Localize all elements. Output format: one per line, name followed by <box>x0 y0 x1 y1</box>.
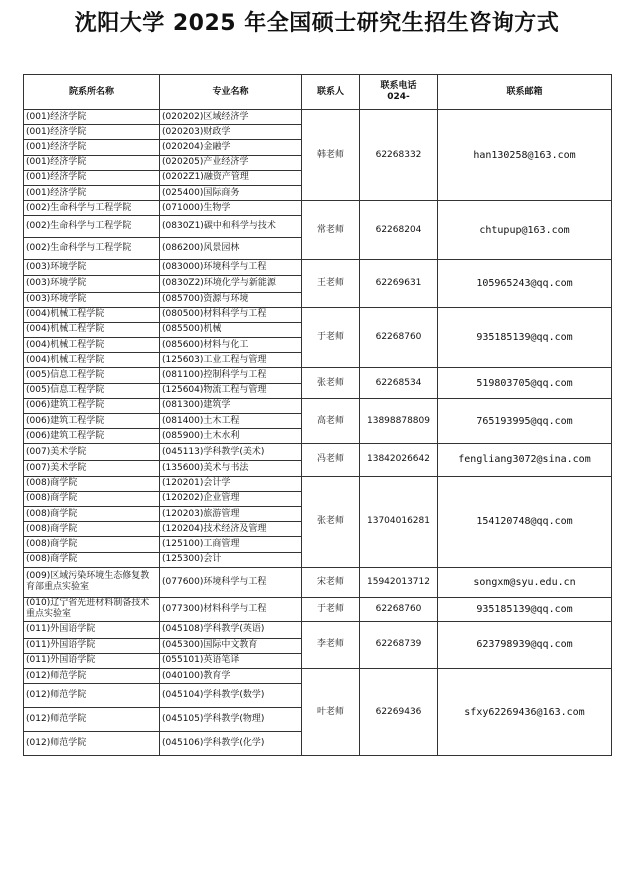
email-cell[interactable]: 623798939@qq.com <box>438 621 612 668</box>
table-row <box>24 476 612 491</box>
major-cell: (120202)企业管理 <box>160 491 302 506</box>
major-cell: (045105)学科教学(物理) <box>160 708 302 732</box>
school-cell: (004)机械工程学院 <box>24 338 160 353</box>
phone-cell: 13704016281 <box>360 476 438 567</box>
school-cell: (002)生命科学与工程学院 <box>24 216 160 238</box>
phone-cell: 13842026642 <box>360 444 438 476</box>
school-cell: (003)环境学院 <box>24 260 160 275</box>
major-cell: (125300)会计 <box>160 552 302 567</box>
major-cell: (125100)工商管理 <box>160 537 302 552</box>
major-cell: (081100)控制科学与工程 <box>160 368 302 383</box>
table-body <box>24 110 612 756</box>
school-cell: (003)环境学院 <box>24 275 160 292</box>
major-cell: (055101)英语笔译 <box>160 653 302 668</box>
school-cell: (008)商学院 <box>24 537 160 552</box>
school-cell: (001)经济学院 <box>24 125 160 140</box>
school-cell: (008)商学院 <box>24 506 160 521</box>
phone-cell: 62268204 <box>360 201 438 260</box>
contact-cell: 张老师 <box>302 476 360 567</box>
school-cell: (012)师范学院 <box>24 684 160 708</box>
header-major: 专业名称 <box>160 75 302 110</box>
school-cell: (010)辽宁省先进材料制备技术重点实验室 <box>24 597 160 621</box>
contact-cell: 于老师 <box>302 307 360 368</box>
header-phone <box>360 75 438 110</box>
major-cell: (085700)资源与环境 <box>160 292 302 307</box>
school-cell: (011)外国语学院 <box>24 653 160 668</box>
school-cell: (004)机械工程学院 <box>24 307 160 322</box>
contact-table <box>23 74 612 756</box>
header-email: 联系邮箱 <box>438 75 612 110</box>
phone-cell: 62269631 <box>360 260 438 307</box>
major-cell: (0830Z2)环境化学与新能源 <box>160 275 302 292</box>
phone-cell: 62268332 <box>360 110 438 201</box>
major-cell: (080500)材料科学与工程 <box>160 307 302 322</box>
table-row <box>24 444 612 461</box>
email-cell[interactable]: 519803705@qq.com <box>438 368 612 398</box>
major-cell: (085600)材料与化工 <box>160 338 302 353</box>
email-cell[interactable]: sfxy62269436@163.com <box>438 669 612 756</box>
major-cell: (045108)学科教学(英语) <box>160 621 302 638</box>
email-cell[interactable]: 935185139@qq.com <box>438 307 612 368</box>
school-cell: (008)商学院 <box>24 476 160 491</box>
school-cell: (001)经济学院 <box>24 110 160 125</box>
major-cell: (045113)学科教学(美术) <box>160 444 302 461</box>
header-school: 院系所名称 <box>24 75 160 110</box>
major-cell: (120203)旅游管理 <box>160 506 302 521</box>
contact-cell: 宋老师 <box>302 567 360 597</box>
school-cell: (002)生命科学与工程学院 <box>24 238 160 260</box>
school-cell: (012)师范学院 <box>24 708 160 732</box>
header-phone-line2: 024- <box>387 92 410 102</box>
major-cell: (045106)学科教学(化学) <box>160 732 302 756</box>
major-cell: (135600)美术与书法 <box>160 461 302 476</box>
school-cell: (009)区域污染环境生态修复教育部重点实验室 <box>24 567 160 597</box>
table-row <box>24 307 612 322</box>
major-cell: (085500)机械 <box>160 322 302 337</box>
email-cell[interactable]: 105965243@qq.com <box>438 260 612 307</box>
major-cell: (085900)土木水利 <box>160 429 302 444</box>
contact-cell: 韩老师 <box>302 110 360 201</box>
school-cell: (007)美术学院 <box>24 461 160 476</box>
major-cell: (120201)会计学 <box>160 476 302 491</box>
major-cell: (083000)环境科学与工程 <box>160 260 302 275</box>
major-cell: (125603)工业工程与管理 <box>160 353 302 368</box>
school-cell: (006)建筑工程学院 <box>24 398 160 413</box>
school-cell: (002)生命科学与工程学院 <box>24 201 160 216</box>
phone-cell: 13898878809 <box>360 398 438 444</box>
table-row <box>24 260 612 275</box>
major-cell: (071000)生物学 <box>160 201 302 216</box>
school-cell: (011)外国语学院 <box>24 621 160 638</box>
table-row <box>24 368 612 383</box>
major-cell: (120204)技术经济及管理 <box>160 522 302 537</box>
phone-cell: 62268760 <box>360 597 438 621</box>
major-cell: (020203)财政学 <box>160 125 302 140</box>
header-contact: 联系人 <box>302 75 360 110</box>
header-phone-line1: 联系电话 <box>380 81 417 91</box>
school-cell: (008)商学院 <box>24 552 160 567</box>
phone-cell: 62268760 <box>360 307 438 368</box>
school-cell: (005)信息工程学院 <box>24 368 160 383</box>
email-cell[interactable]: han130258@163.com <box>438 110 612 201</box>
major-cell: (020202)区域经济学 <box>160 110 302 125</box>
contact-cell: 冯老师 <box>302 444 360 476</box>
major-cell: (045104)学科教学(数学) <box>160 684 302 708</box>
major-cell: (0202Z1)融资产管理 <box>160 170 302 185</box>
school-cell: (003)环境学院 <box>24 292 160 307</box>
table-row <box>24 669 612 684</box>
contact-cell: 于老师 <box>302 597 360 621</box>
school-cell: (008)商学院 <box>24 522 160 537</box>
contact-cell: 王老师 <box>302 260 360 307</box>
contact-cell: 常老师 <box>302 201 360 260</box>
major-cell: (040100)教育学 <box>160 669 302 684</box>
contact-cell: 李老师 <box>302 621 360 668</box>
table-row <box>24 621 612 638</box>
table-row <box>24 398 612 413</box>
phone-cell: 62268739 <box>360 621 438 668</box>
major-cell: (081400)土木工程 <box>160 414 302 429</box>
table-row <box>24 597 612 621</box>
major-cell: (020205)产业经济学 <box>160 155 302 170</box>
contact-cell: 张老师 <box>302 368 360 398</box>
email-cell[interactable]: 935185139@qq.com <box>438 597 612 621</box>
school-cell: (004)机械工程学院 <box>24 353 160 368</box>
school-cell: (008)商学院 <box>24 491 160 506</box>
email-cell[interactable]: 154120748@qq.com <box>438 476 612 567</box>
school-cell: (001)经济学院 <box>24 170 160 185</box>
major-cell: (045300)国际中文教育 <box>160 638 302 653</box>
phone-cell: 15942013712 <box>360 567 438 597</box>
major-cell: (081300)建筑学 <box>160 398 302 413</box>
email-cell[interactable]: songxm@syu.edu.cn <box>438 567 612 597</box>
school-cell: (007)美术学院 <box>24 444 160 461</box>
school-cell: (012)师范学院 <box>24 669 160 684</box>
table-row <box>24 201 612 216</box>
contact-cell: 高老师 <box>302 398 360 444</box>
email-cell[interactable]: chtupup@163.com <box>438 201 612 260</box>
major-cell: (077600)环境科学与工程 <box>160 567 302 597</box>
school-cell: (005)信息工程学院 <box>24 383 160 398</box>
page-title: 沈阳大学 2025 年全国硕士研究生招生咨询方式 <box>74 11 560 36</box>
school-cell: (001)经济学院 <box>24 140 160 155</box>
school-cell: (011)外国语学院 <box>24 638 160 653</box>
major-cell: (020204)金融学 <box>160 140 302 155</box>
school-cell: (012)师范学院 <box>24 732 160 756</box>
table-row <box>24 567 612 597</box>
phone-cell: 62269436 <box>360 669 438 756</box>
major-cell: (086200)风景园林 <box>160 238 302 260</box>
school-cell: (001)经济学院 <box>24 155 160 170</box>
contact-cell: 叶老师 <box>302 669 360 756</box>
school-cell: (004)机械工程学院 <box>24 322 160 337</box>
major-cell: (0830Z1)碳中和科学与技术 <box>160 216 302 238</box>
table-header-row <box>24 75 612 110</box>
major-cell: (125604)物流工程与管理 <box>160 383 302 398</box>
major-cell: (025400)国际商务 <box>160 185 302 200</box>
phone-cell: 62268534 <box>360 368 438 398</box>
email-cell[interactable]: fengliang3072@sina.com <box>438 444 612 476</box>
email-cell[interactable]: 765193995@qq.com <box>438 398 612 444</box>
school-cell: (006)建筑工程学院 <box>24 429 160 444</box>
major-cell: (077300)材料科学与工程 <box>160 597 302 621</box>
school-cell: (006)建筑工程学院 <box>24 414 160 429</box>
school-cell: (001)经济学院 <box>24 185 160 200</box>
table-row <box>24 110 612 125</box>
